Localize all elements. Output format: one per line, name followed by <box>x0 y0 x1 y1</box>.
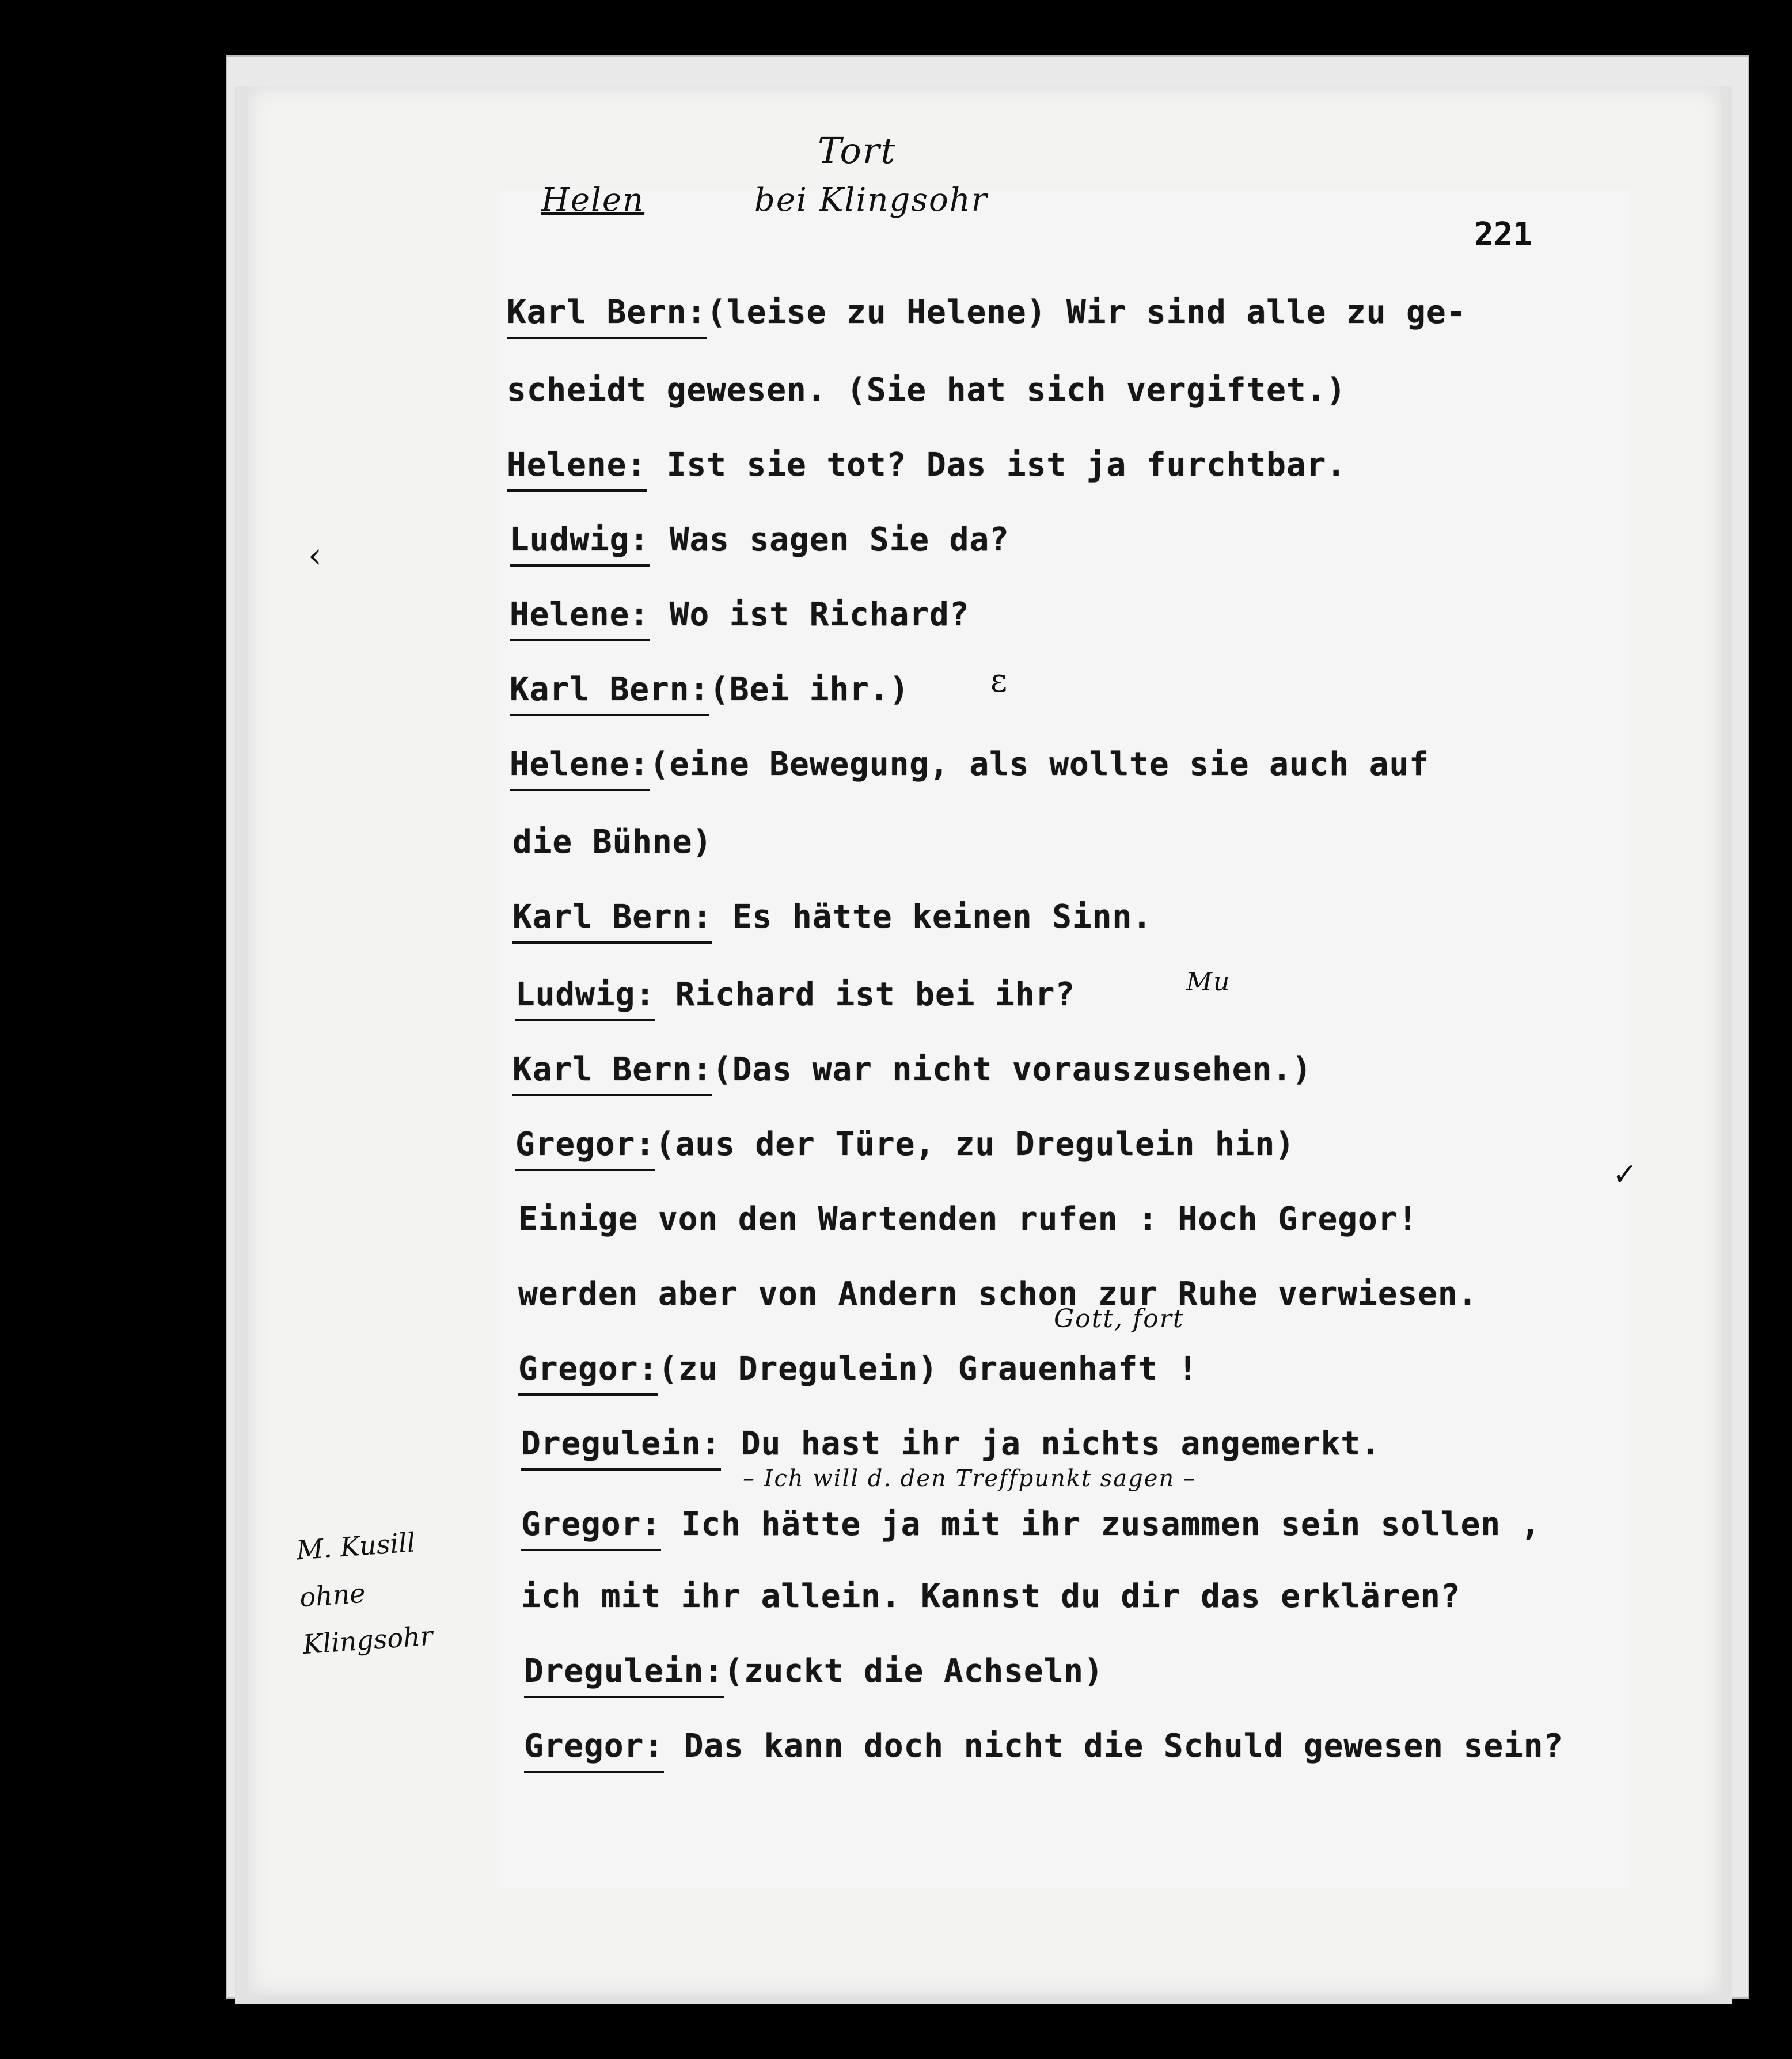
line-text: Was sagen Sie da? <box>650 521 1009 559</box>
script-line <box>515 976 1075 1013</box>
line-text: ich mit ihr allein. Kannst du dir das erklären? <box>521 1578 1461 1615</box>
script-line <box>521 1506 1540 1543</box>
margin-note-line: M. Kusill <box>295 1526 417 1566</box>
speaker-label: Gregor: <box>515 1126 655 1171</box>
line-text: Ist sie tot? Das ist ja furchtbar. <box>647 446 1347 484</box>
handwritten-mark: Mu <box>1186 967 1231 997</box>
line-text: (aus der Türe, zu Dregulein hin) <box>655 1126 1295 1163</box>
script-line <box>510 596 969 633</box>
handwritten-name: Helen <box>541 181 645 219</box>
speaker-label: Dregulein: <box>521 1425 721 1471</box>
speaker-label: Karl Bern: <box>507 294 707 339</box>
speaker-label: Gregor: <box>518 1350 658 1396</box>
ink-mark: ‹ <box>308 535 322 576</box>
script-line <box>518 1350 1198 1388</box>
speaker-label: Helene: <box>510 596 650 641</box>
script-line <box>510 521 1009 559</box>
line-text: (zu Dregulein) Grauenhaft ! <box>658 1350 1198 1388</box>
handwritten-insertion: – Ich will d. den Treffpunkt sagen – <box>743 1465 1196 1492</box>
line-text: werden aber von Andern schon zur Ruhe verwiesen. <box>518 1275 1478 1313</box>
speaker-label: Gregor: <box>524 1727 664 1773</box>
page-number: 221 <box>1474 216 1533 253</box>
script-line <box>507 371 1346 409</box>
script-line <box>507 294 1466 331</box>
line-text: Wo ist Richard? <box>650 596 970 633</box>
script-line <box>521 1425 1381 1462</box>
line-text: (Das war nicht vorauszusehen.) <box>712 1051 1312 1088</box>
script-line <box>507 446 1346 484</box>
line-text: Es hätte keinen Sinn. <box>712 898 1152 936</box>
script-line <box>515 1126 1295 1163</box>
margin-note <box>295 1514 494 1668</box>
line-text: scheidt gewesen. (Sie hat sich vergiftet.) <box>507 371 1347 409</box>
script-line <box>518 1275 1478 1313</box>
line-text: (Bei ihr.) <box>709 671 910 708</box>
script-line <box>521 1578 1461 1615</box>
speaker-label: Helene: <box>510 746 650 791</box>
handwritten-note: bei Klingsohr <box>754 181 988 219</box>
script-line <box>524 1727 1563 1765</box>
ink-mark: ✓ <box>1612 1157 1638 1192</box>
line-text: (eine Bewegung, als wollte sie auch auf <box>650 746 1429 783</box>
speaker-label: Gregor: <box>521 1506 661 1551</box>
line-text: Du hast ihr ja nichts angemerkt. <box>721 1425 1381 1462</box>
script-line <box>510 671 909 708</box>
line-text: Einige von den Wartenden rufen : Hoch Gregor! <box>518 1201 1418 1238</box>
speaker-label: Karl Bern: <box>510 671 709 716</box>
line-text: (zuckt die Achseln) <box>724 1652 1104 1690</box>
paper-texture <box>501 190 1630 1889</box>
speaker-label: Karl Bern: <box>512 898 712 944</box>
script-line <box>512 898 1152 936</box>
speaker-label: Ludwig: <box>510 521 650 567</box>
speaker-label: Karl Bern: <box>512 1051 712 1096</box>
speaker-label: Dregulein: <box>524 1652 724 1698</box>
speaker-label: Ludwig: <box>515 976 655 1021</box>
line-text: die Bühne) <box>512 823 713 861</box>
line-text: Das kann doch nicht die Schuld gewesen sein? <box>664 1727 1564 1765</box>
handwritten-title: Tort <box>818 130 897 172</box>
handwritten-correction: Gott, fort <box>1054 1304 1184 1334</box>
script-line <box>512 823 712 861</box>
line-text: (leise zu Helene) Wir sind alle zu ge- <box>707 294 1467 331</box>
line-text: Richard ist bei ihr? <box>655 976 1076 1013</box>
margin-note-line: ohne <box>298 1577 367 1613</box>
ink-mark: ε <box>990 662 1008 700</box>
speaker-label: Helene: <box>507 446 647 492</box>
script-line <box>510 746 1429 783</box>
line-text: Ich hätte ja mit ihr zusammen sein sollen , <box>661 1506 1541 1543</box>
script-line <box>524 1652 1104 1690</box>
script-line <box>518 1201 1418 1238</box>
script-line <box>512 1051 1312 1088</box>
margin-note-line: Klingsohr <box>302 1620 434 1661</box>
